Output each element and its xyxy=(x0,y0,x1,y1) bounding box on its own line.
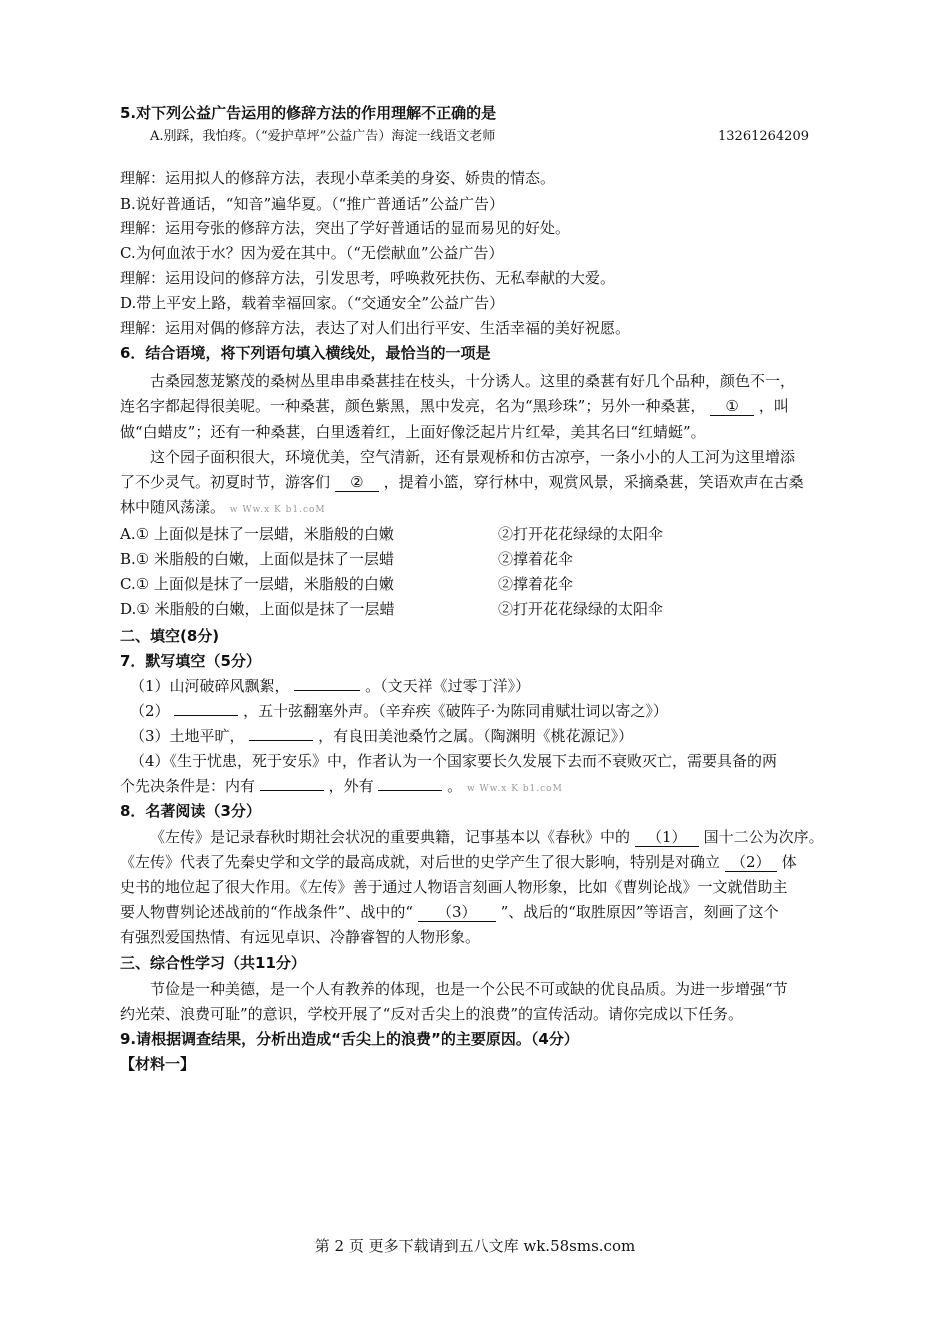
q8-line4-a: 要人物曹刿论述战前的“作战条件”、战中的“ xyxy=(120,903,414,921)
q5-option-b: B.说好普通话，“知音”遍华夏。（“推广普通话”公益广告） xyxy=(120,195,504,213)
q8-line2-a: 《左传》代表了先秦史学和文学的最高成就，对后世的史学产生了很大影响，特别是对确立 xyxy=(120,853,721,871)
q6-title: 6．结合语境，将下列语句填入横线处，最恰当的一项是 xyxy=(120,344,491,362)
q7-item-4: （4）《生于忧患，死于安乐》中，作者认为一个国家要长久发展下去而不衰败灭亡，需要具备的两 xyxy=(130,752,778,770)
q6-option-left: A.① 上面似是抹了一层蜡，米脂般的白嫩 xyxy=(120,525,394,543)
q6-option-right: ②撑着花伞 xyxy=(498,575,574,593)
q5-option-a xyxy=(150,127,809,147)
q7-item-1-b: 。（文天祥《过零丁洋》） xyxy=(365,677,531,695)
q7-item-2 xyxy=(130,701,668,721)
answer-blank xyxy=(294,690,360,691)
q5-option-d: D.带上平安上路，载着幸福回家。（“交通安全”公益广告） xyxy=(120,294,505,312)
q5-option-c: C.为何血浓于水？因为爱在其中。（“无偿献血”公益广告） xyxy=(120,244,504,262)
q8-line1-b: 国十二公为次序。 xyxy=(703,828,824,846)
q5-c-explain: 理解：运用设问的修辞方法，引发思考，呼唤救死扶伤、无私奉献的大爱。 xyxy=(120,269,616,287)
q5-b-explain: 理解：运用夸张的修辞方法，突出了学好普通话的显而易见的好处。 xyxy=(120,219,571,237)
q5-option-a-text: A.别踩，我怕疼。（“爱护草坪”公益广告）海淀一线语文老师 xyxy=(150,129,496,144)
section2-title: 二、填空(8分) xyxy=(120,627,220,645)
q6-p2-line3-text: 林中随风荡漾。 xyxy=(120,498,226,516)
q8-line3: 史书的地位起了很大作用。《左传》善于通过人物语言刻画人物形象，比如《曹刿论战》一文就借助主 xyxy=(120,878,788,896)
q6-p1-line1: 古桑园葱茏繁茂的桑树丛里串串桑葚挂在枝头，十分诱人。这里的桑葚有好几个品种，颜色不一， xyxy=(150,372,796,390)
q6-option-left: D.① 米脂般的白嫩，上面似是抹了一层蜡 xyxy=(120,600,395,618)
section3-para-line1: 节俭是一种美德，是一个人有教养的体现，也是一个公民不可或缺的优良品质。为进一步增强“节 xyxy=(150,980,788,998)
q7-item-2-a: （2） xyxy=(130,702,170,720)
q7-item-1-a: （1）山河破碎风飘絮， xyxy=(130,677,290,695)
q6-option-right: ②打开花花绿绿的太阳伞 xyxy=(498,525,664,543)
q7-item-4-b1: 个先决条件是：内有 xyxy=(120,777,256,795)
q6-option-right: ②打开花花绿绿的太阳伞 xyxy=(498,600,664,618)
q8-line2 xyxy=(120,852,797,872)
q6-p1-line3: 做“白蜡皮”；还有一种桑葚，白里透着红，上面好像泛起片片红晕，美其名曰“红蜻蜓”。 xyxy=(120,423,706,441)
q6-p2-line2-b: ，提着小篮，穿行林中，观赏风景，采摘桑葚，笑语欢声在古桑 xyxy=(383,473,804,491)
q7-item-1 xyxy=(130,676,530,696)
q6-p2-line2 xyxy=(120,472,804,492)
q8-blank-2: （2） xyxy=(725,854,777,872)
q6-p1-line2-a: 连名字都起得很美呢。一种桑葚，颜色紫黑，黑中发亮，名为“黑珍珠”；另外一种桑葚， xyxy=(120,397,706,415)
q8-blank-3: （3） xyxy=(418,904,496,922)
answer-blank xyxy=(174,715,238,716)
q8-line4 xyxy=(120,902,779,922)
q5-d-explain: 理解：运用对偶的修辞方法，表达了对人们出行平安、生活幸福的美好祝愿。 xyxy=(120,319,631,337)
q7-item-3-b: ，有良田美池桑竹之属。（陶渊明《桃花源记》） xyxy=(318,727,634,745)
q7-item-4-b3: 。 xyxy=(447,777,463,795)
watermark: w Ww.x K b1.coM xyxy=(229,505,326,515)
q7-title: 7．默写填空（5分） xyxy=(120,652,261,670)
page-footer: 第 2 页 更多下载请到五八文库 wk.58sms.com xyxy=(314,1237,636,1255)
q8-title: 8．名著阅读（3分） xyxy=(120,802,261,820)
answer-blank xyxy=(378,790,442,791)
section3-para-line2: 约光荣、浪费可耻”的意识，学校开展了“反对舌尖上的浪费”的宣传活动。请你完成以下任务。 xyxy=(120,1005,744,1023)
q8-line2-b: 体 xyxy=(781,853,797,871)
q6-option-left: B.① 米脂般的白嫩，上面似是抹了一层蜡 xyxy=(120,550,395,568)
q7-item-2-b: ，五十弦翻塞外声。（辛弃疾《破阵子·为陈同甫赋壮词以寄之》） xyxy=(243,702,668,720)
q6-p1-line2 xyxy=(120,396,789,416)
q7-item-3-a: （3）土地平旷， xyxy=(130,727,245,745)
answer-blank xyxy=(249,740,313,741)
q6-p2-line1: 这个园子面积很大，环境优美，空气清新，还有景观桥和仿古凉亭，一条小小的人工河为这里增添 xyxy=(150,448,796,466)
fill-blank-2: ② xyxy=(335,474,379,492)
q8-line4-b: ”、战后的“取胜原因”等语言，刻画了这个 xyxy=(500,903,779,921)
q8-line1 xyxy=(150,827,824,847)
q8-line1-a: 《左传》是记录春秋时期社会状况的重要典籍，记事基本以《春秋》中的 xyxy=(150,828,631,846)
q6-option-left: C.① 上面似是抹了一层蜡，米脂般的白嫩 xyxy=(120,575,394,593)
answer-blank xyxy=(260,790,324,791)
q6-p2-line3 xyxy=(120,497,326,520)
q6-option xyxy=(120,524,664,544)
q6-p1-line2-b: ，叫 xyxy=(758,397,789,415)
q6-option-right: ②撑着花伞 xyxy=(498,550,574,568)
q5-title: 5.对下列公益广告运用的修辞方法的作用理解不正确的是 xyxy=(120,104,497,122)
q6-option xyxy=(120,574,574,594)
q7-item-4-b2: ，外有 xyxy=(328,777,374,795)
q6-option xyxy=(120,599,664,619)
q7-item-4-line2 xyxy=(120,776,563,799)
q8-blank-1: （1） xyxy=(635,829,699,847)
watermark: w Ww.x K b1.coM xyxy=(466,784,563,794)
q8-line5: 有强烈爱国热情、有远见卓识、冷静睿智的人物形象。 xyxy=(120,928,481,946)
q6-option xyxy=(120,549,574,569)
phone-number: 13261264209 xyxy=(718,129,809,144)
q9-title: 9.请根据调查结果，分析出造成“舌尖上的浪费”的主要原因。（4分） xyxy=(120,1030,579,1048)
section3-title: 三、综合性学习（共11分） xyxy=(120,954,306,972)
material-one-label: 【材料一】 xyxy=(120,1055,196,1073)
q7-item-3 xyxy=(130,726,633,746)
q6-p2-line2-a: 了不少灵气。初夏时节，游客们 xyxy=(120,473,331,491)
fill-blank-1: ① xyxy=(710,398,754,416)
q5-a-explain: 理解：运用拟人的修辞方法，表现小草柔美的身姿、娇贵的情态。 xyxy=(120,169,556,187)
